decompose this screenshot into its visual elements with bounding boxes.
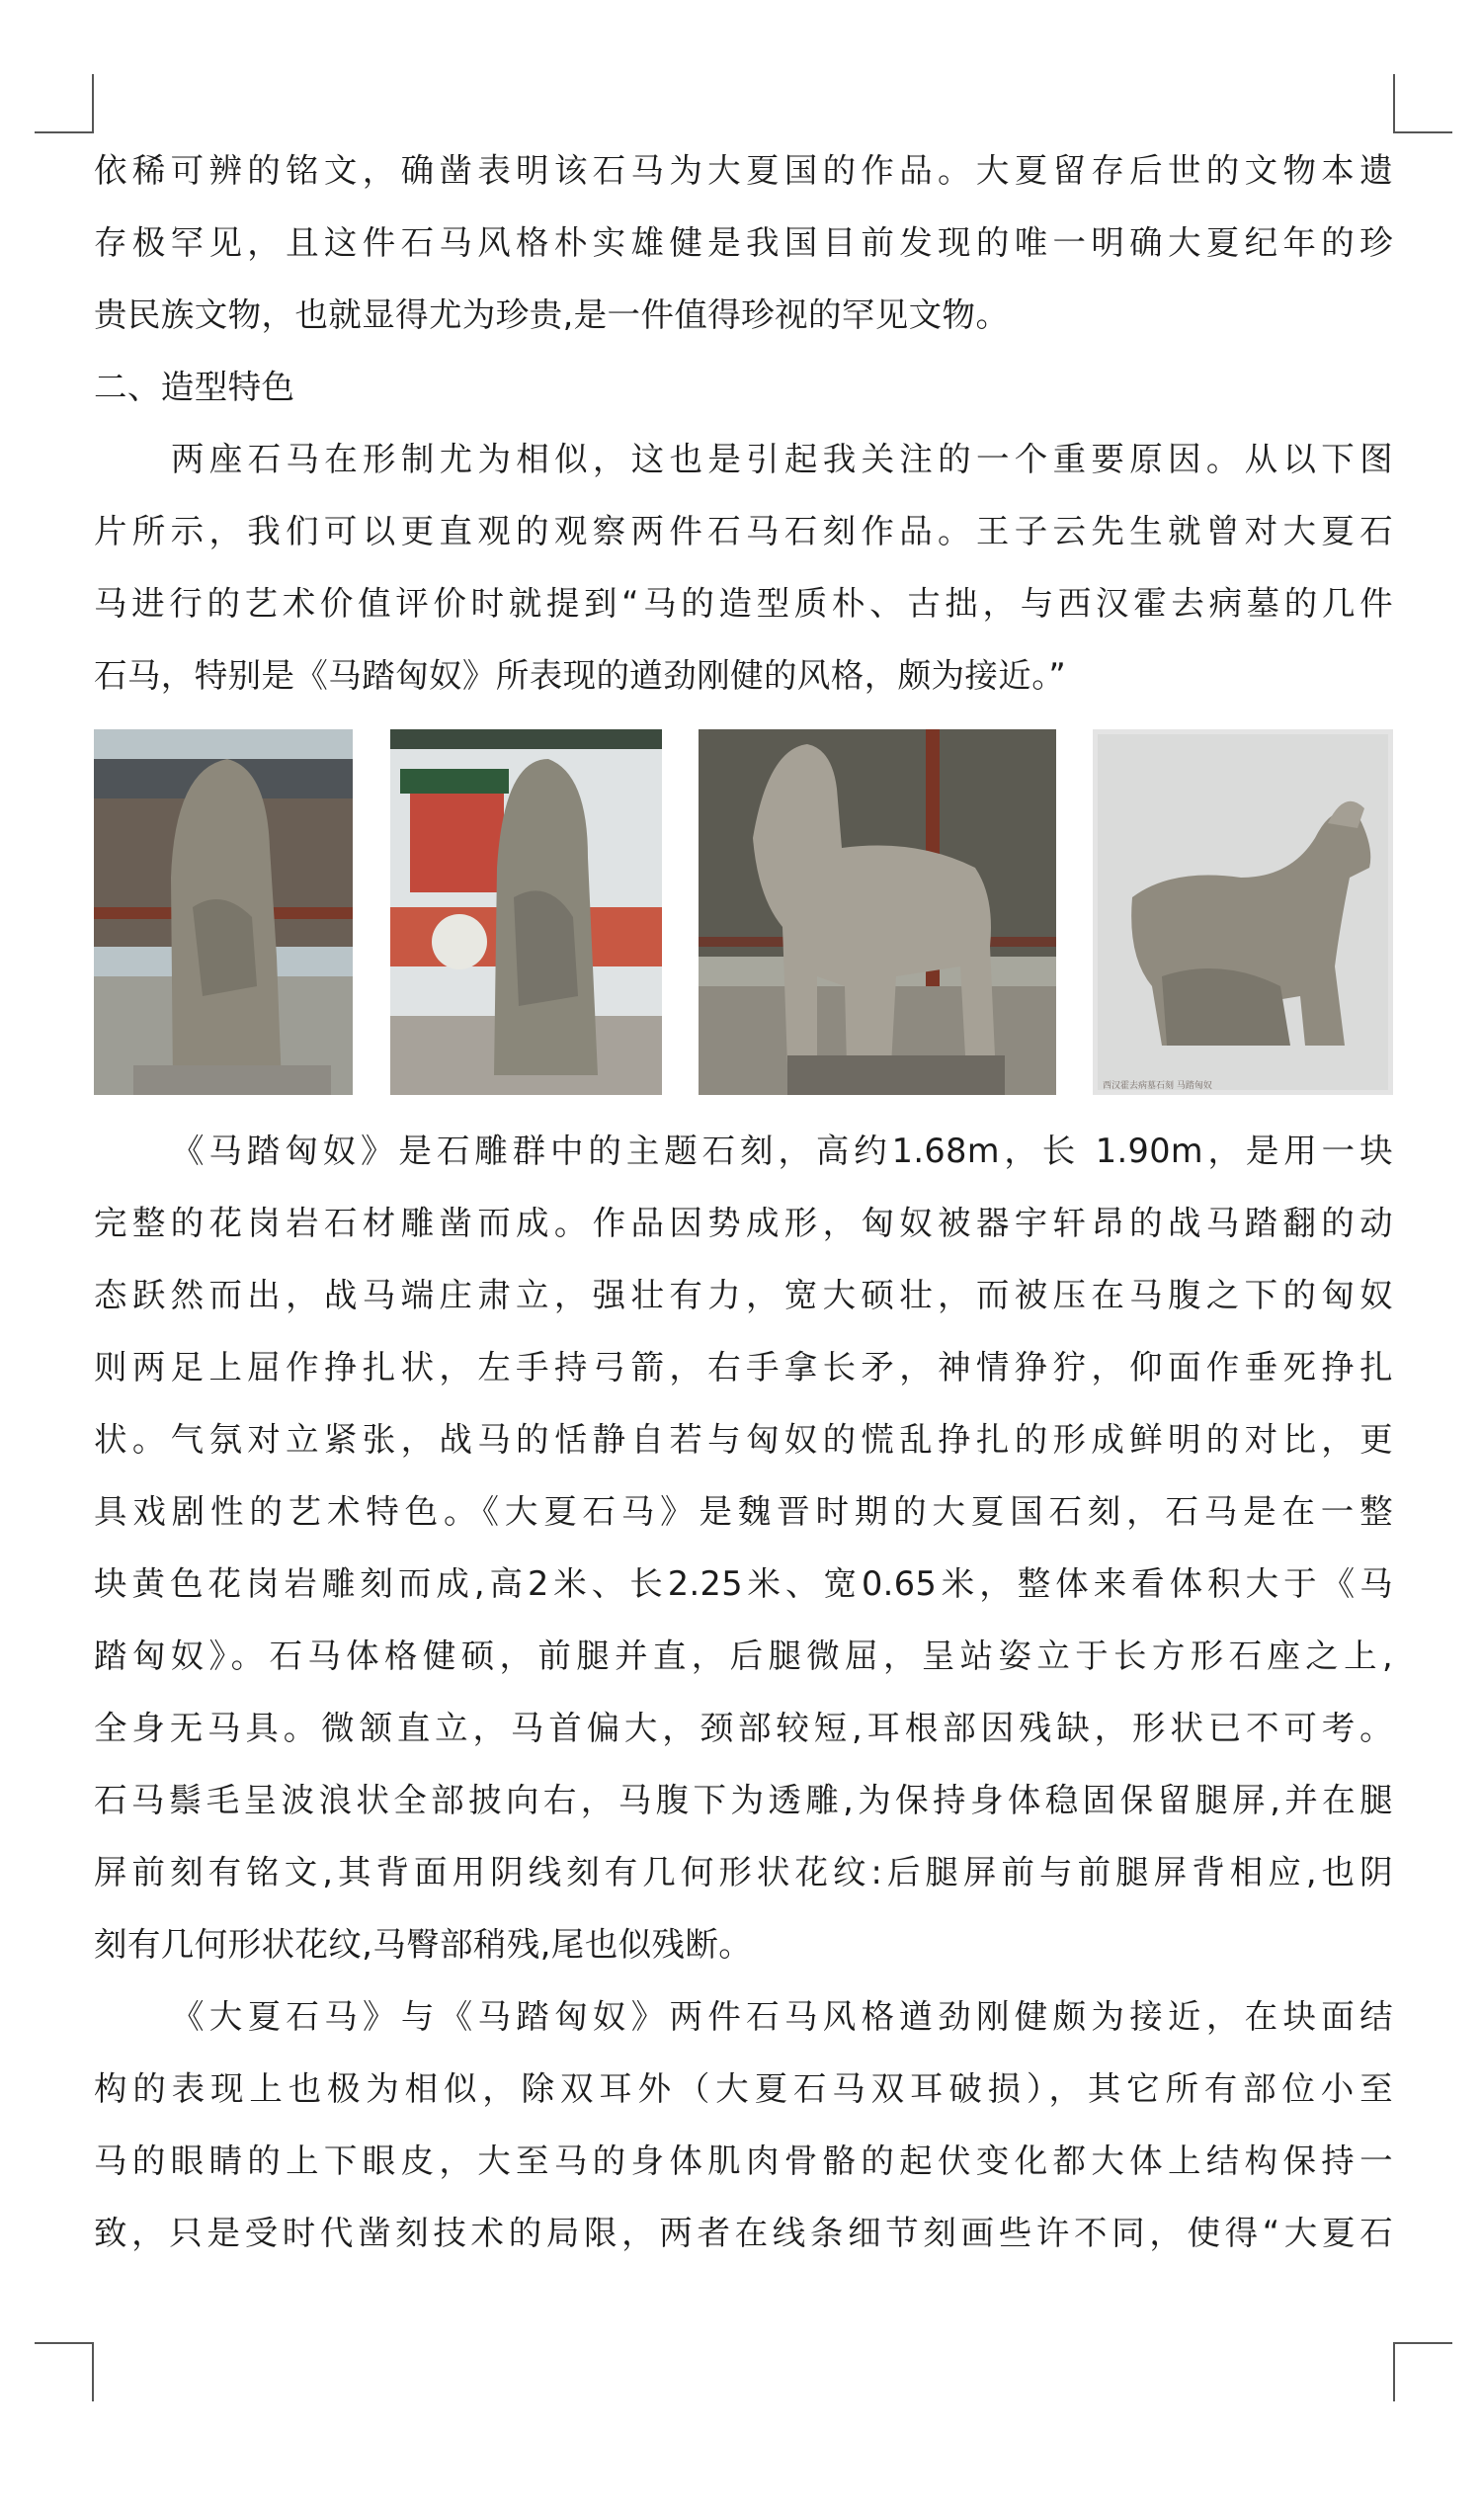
text-line: 完整的花岗岩石材雕凿而成。作品因势成形，匈奴被器宇轩昂的战马踏翻的动	[94, 1204, 1393, 1242]
section-heading: 二、造型特色	[94, 368, 295, 406]
text-line: 石马，特别是《马踏匈奴》所表现的遒劲刚健的风格，颇为接近。”	[94, 656, 1067, 695]
text-line: 石马鬃毛呈波浪状全部披向右，马腹下为透雕,为保持身体稳固保留腿屏,并在腿	[94, 1781, 1393, 1819]
text-line: 构的表现上也极为相似，除双耳外（大夏石马双耳破损），其它所有部位小至	[94, 2069, 1393, 2108]
text-line: 马进行的艺术价值评价时就提到“马的造型质朴、古拙，与西汉霍去病墓的几件	[94, 584, 1393, 623]
statue-side-photo	[699, 729, 1056, 1095]
text-line: 态跃然而出，战马端庄肃立，强壮有力，宽大硕壮，而被压在马腹之下的匈奴	[94, 1276, 1393, 1314]
text-line: 具戏剧性的艺术特色。《大夏石马》是魏晋时期的大夏国石刻，石马是在一整	[94, 1492, 1393, 1531]
paragraph-matayinu	[94, 1115, 1393, 2269]
text-line: 刻有几何形状花纹,马臀部稍残,尾也似残断。	[94, 1925, 753, 1964]
text-line: 状。气氛对立紧张，战马的恬静自若与匈奴的慌乱挣扎的形成鲜明的对比，更	[94, 1420, 1393, 1459]
text-line: 贵民族文物，也就显得尤为珍贵,是一件值得珍视的罕见文物。	[94, 295, 1010, 334]
text-line: 马的眼睛的上下眼皮，大至马的身体肌肉骨骼的起伏变化都大体上结构保持一	[94, 2142, 1393, 2180]
text-line: 则两足上屈作挣扎状，左手持弓箭，右手拿长矛，神情狰狞，仰面作垂死挣扎	[94, 1348, 1393, 1386]
statue-front-photo-1	[94, 729, 353, 1095]
text-line: 踏匈奴》。石马体格健硕，前腿并直，后腿微屈，呈站姿立于长方形石座之上,	[94, 1637, 1393, 1675]
text-line: 致，只是受时代凿刻技术的局限，两者在线条细节刻画些许不同，使得“大夏石	[94, 2214, 1393, 2252]
photo-caption: 西汉霍去病墓石刻 马踏匈奴	[1103, 1081, 1212, 1091]
text-line: 块黄色花岗岩雕刻而成,高2米、长2.25米、宽0.65米，整体来看体积大于《马	[94, 1564, 1393, 1603]
photo-row	[94, 729, 1393, 1095]
text-line: 存极罕见，且这件石马风格朴实雄健是我国目前发现的唯一明确大夏纪年的珍	[94, 223, 1393, 262]
horse-trampling-xiongnu-photo	[1093, 729, 1393, 1095]
text-line: 两座石马在形制尤为相似，这也是引起我关注的一个重要原因。从以下图	[171, 440, 1393, 478]
text-line: 全身无马具。微颔直立，马首偏大，颈部较短,耳根部因残缺，形状已不可考。	[94, 1709, 1393, 1747]
statue-front-photo-2	[390, 729, 662, 1095]
text-line: 依稀可辨的铭文，确凿表明该石马为大夏国的作品。大夏留存后世的文物本遗	[94, 151, 1393, 190]
text-line: 《马踏匈奴》是石雕群中的主题石刻，高约1.68m，长 1.90m，是用一块	[171, 1132, 1393, 1170]
text-line: 屏前刻有铭文,其背面用阴线刻有几何形状花纹:后腿屏前与前腿屏背相应,也阴	[94, 1853, 1393, 1891]
text-line: 片所示，我们可以更直观的观察两件石马石刻作品。王子云先生就曾对大夏石	[94, 512, 1393, 550]
paragraph-intro	[94, 134, 1393, 712]
text-line: 《大夏石马》与《马踏匈奴》两件石马风格遒劲刚健颇为接近，在块面结	[171, 1997, 1393, 2036]
